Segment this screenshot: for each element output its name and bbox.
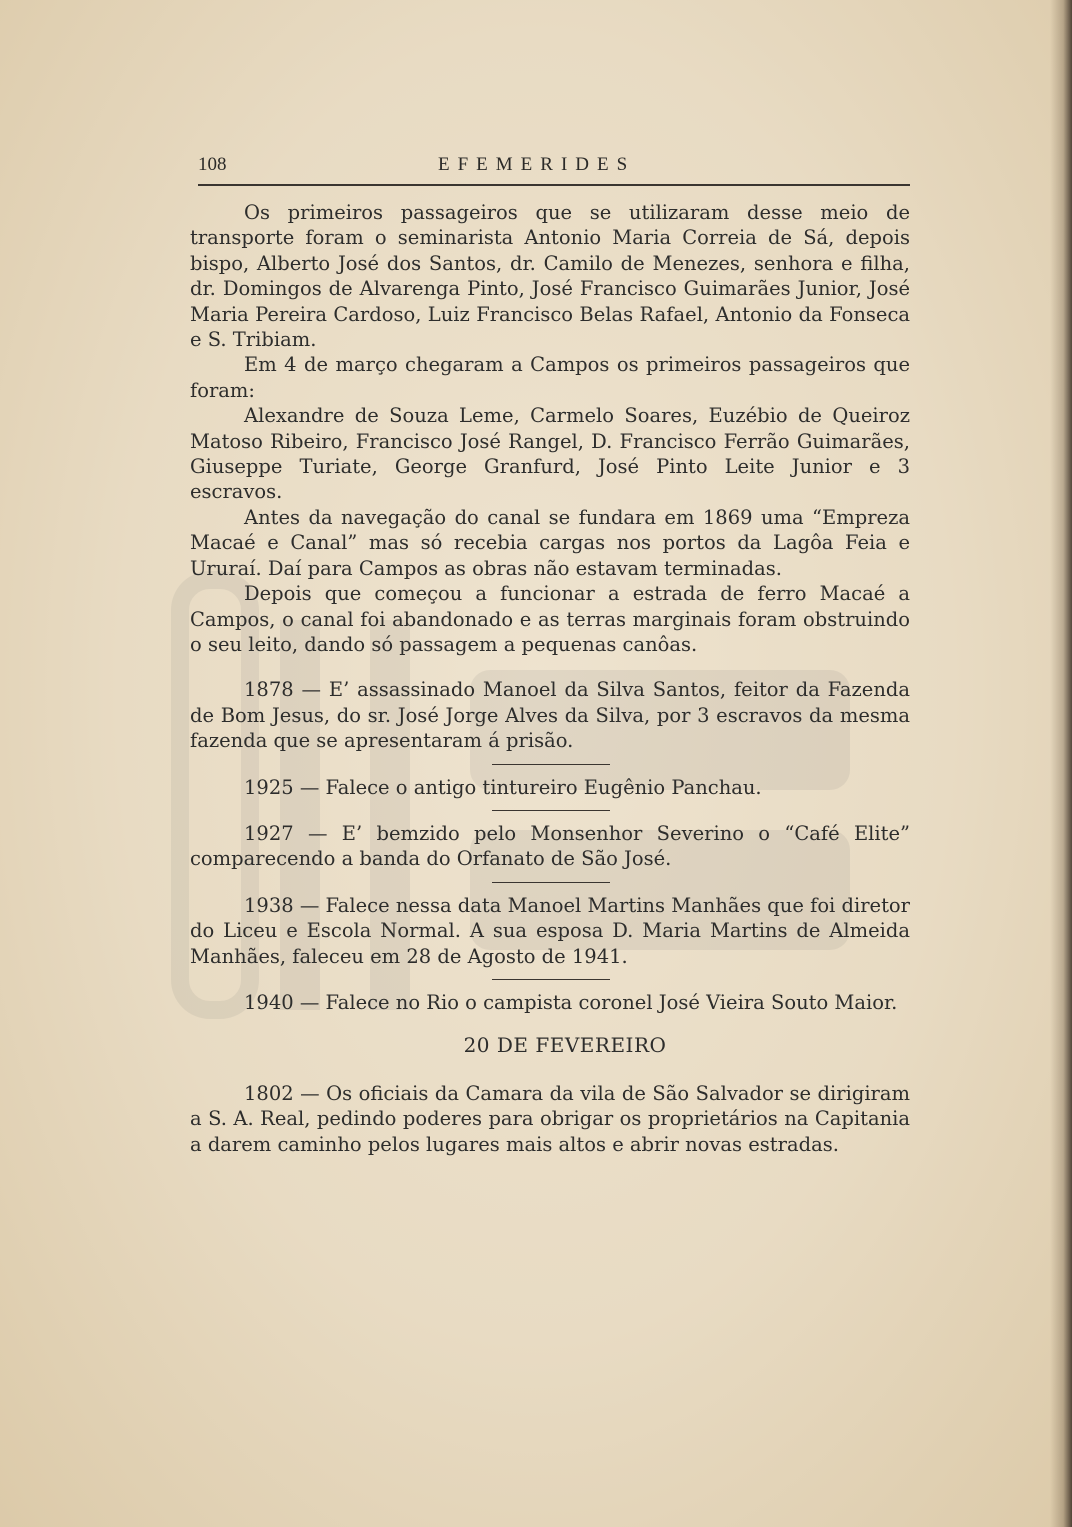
entry-1925: 1925 — Falece o antigo tintureiro Eugênio Panchau. (244, 775, 762, 799)
paragraph-names: Alexandre de Souza Leme, Carmelo Soares, Euzébio de Queiroz Matoso Ribeiro, Francisco José Rangel, D. Francisco Ferrão Guimarães, Giuseppe Turiate, George Granfurd, José Pinto Leite Junior e 3 escravos. (190, 404, 910, 504)
paragraph-railway: Depois que começou a funcionar a estrada de ferro Macaé a Campos, o canal foi abandonado e as terras marginais foram obstruindo o seu leito, dando só passagem a pequenas canôas. (190, 582, 910, 656)
spacer (190, 657, 910, 677)
divider-rule (492, 979, 610, 980)
page-edge-shadow (1050, 0, 1072, 1527)
divider-rule (492, 764, 610, 765)
page-content (190, 200, 910, 1157)
paragraph-company: Antes da navegação do canal se fundara em 1869 uma “Empreza Macaé e Canal” mas só recebia cargas nos portos da Lagôa Feia e Ururaí. Daí para Campos as obras não estavam terminadas. (190, 505, 910, 580)
entry-1938: 1938 — Falece nessa data Manoel Martins Manhães que foi diretor do Liceu e Escola Normal. A sua esposa D. Maria Martins de Almeida Manhães, faleceu em 28 de Agosto de 1941. (190, 893, 910, 968)
entry-1878: 1878 — E’ assassinado Manoel da Silva Santos, feitor da Fazenda de Bom Jesus, do sr. José Jorge Alves da Silva, por 3 escravos da mesma fazenda que se apresentaram á prisão. (190, 678, 910, 753)
entry-1927: 1927 — E’ bemzido pelo Monsenhor Severino o “Café Elite” comparecendo a banda do Orfanato de São José. (190, 821, 910, 871)
entry-1802: 1802 — Os oficiais da Camara da vila de São Salvador se dirigiram a S. A. Real, pedindo poderes para obrigar os proprietários na Capitania a darem caminho pelos lugares mais altos e abrir novas estradas. (190, 1081, 910, 1156)
running-title: EFEMERIDES (438, 154, 636, 175)
paragraph-arrival: Em 4 de março chegaram a Campos os primeiros passageiros que foram: (190, 353, 910, 402)
page-header (198, 150, 910, 186)
section-title: 20 DE FEVEREIRO (463, 1033, 667, 1058)
paragraph-passengers: Os primeiros passageiros que se utilizaram desse meio de transporte foram o seminarista Antonio Maria Correia de Sá, depois bispo, Alberto José dos Santos, dr. Camilo de Menezes, senhora e filha, dr. Domingos de Alvarenga Pinto, José Francisco Guimarães Junior, José Maria Pereira Cardoso, Luiz Francisco Belas Rafael, Antonio da Fonseca e S. Tribiam. (190, 201, 910, 352)
page-number: 108 (198, 154, 227, 175)
divider-rule (492, 810, 610, 811)
divider-rule (492, 882, 610, 883)
entry-1940: 1940 — Falece no Rio o campista coronel José Vieira Souto Maior. (244, 990, 898, 1014)
